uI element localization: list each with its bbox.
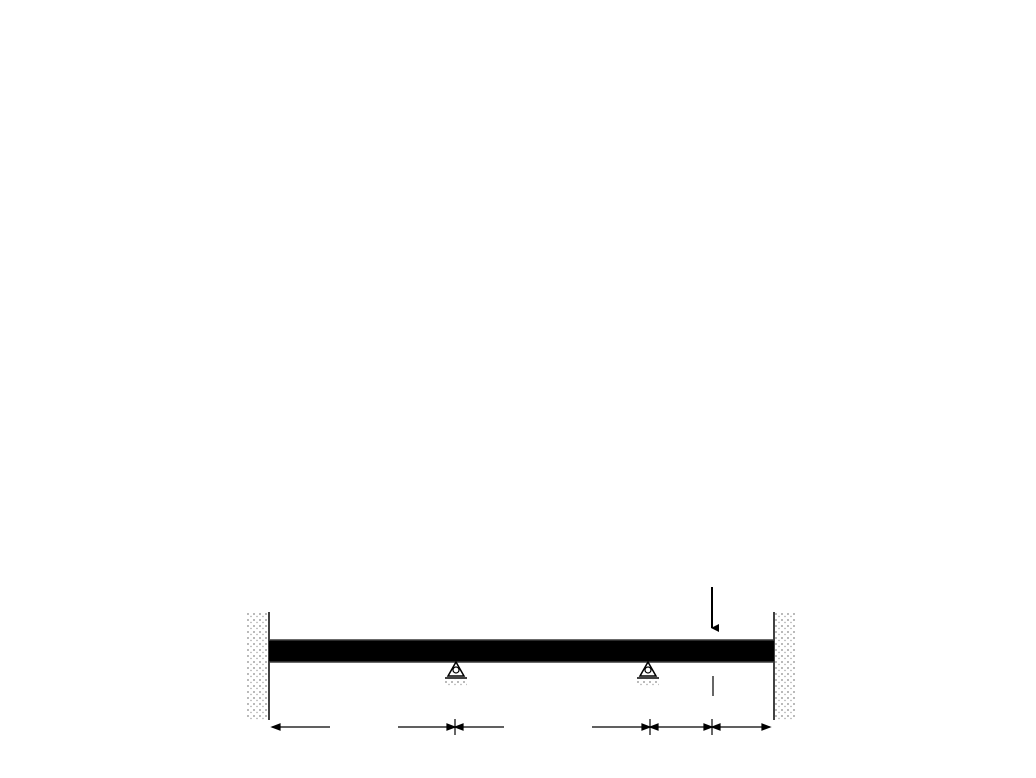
fixed-support-a (247, 612, 269, 720)
dimension-line (272, 719, 770, 735)
beam (269, 640, 774, 662)
pin-support-c (637, 662, 659, 686)
fixed-support-d (774, 612, 796, 720)
pin-support-b (445, 662, 467, 686)
